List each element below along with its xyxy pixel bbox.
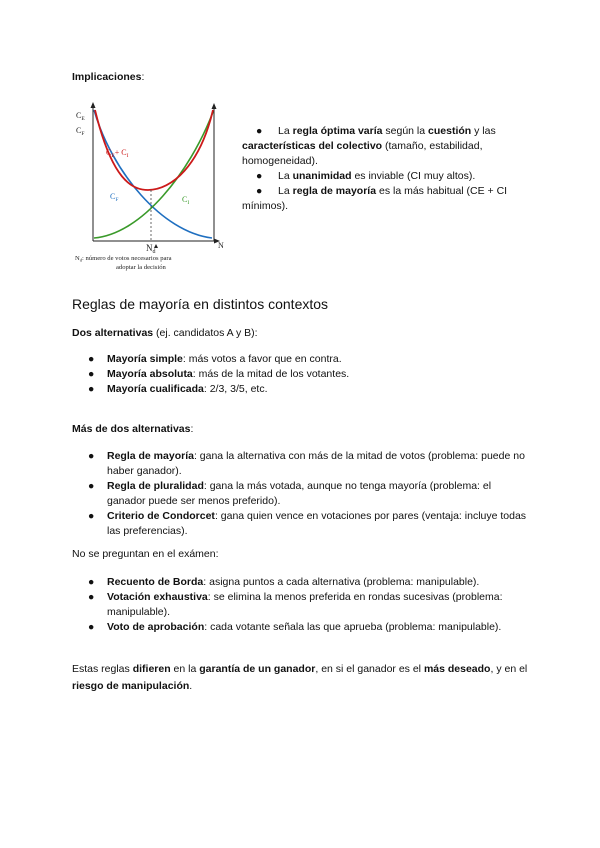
- list-item: ● Criterio de Condorcet: gana quien vence en votaciones por pares (ventaja: incluye todas las preferencias).: [88, 510, 527, 537]
- list-item: ● Mayoría absoluta: más de la mitad de los votantes.: [88, 368, 350, 380]
- n-label: N: [218, 241, 224, 250]
- list-item: ● Recuento de Borda: asigna puntos a cada alternativa (problema: manipulable).: [88, 576, 480, 588]
- bullet: ●: [256, 185, 263, 197]
- curve-label-cf: $C_F$: [110, 192, 119, 203]
- nd-label: $N_d$: [146, 243, 156, 255]
- list-item: ● Voto de aprobación: cada votante señala las que aprueba (problema: manipulable).: [88, 621, 502, 633]
- list-item: ● Votación exhaustiva: se elimina la menos preferida en rondas sucesivas (problema: manipulable).: [88, 591, 503, 618]
- bullet: ●: [256, 125, 263, 137]
- mas-alternativas-list: [72, 449, 532, 539]
- section-title: Reglas de mayoría en distintos contextos: [72, 296, 329, 312]
- cost-curves-svg: [72, 100, 222, 272]
- implicaciones-heading: Implicaciones:: [72, 71, 145, 83]
- bullet: ●: [256, 170, 263, 182]
- mas-alternativas-label: Más de dos alternativas:: [72, 423, 194, 435]
- y-axis-arrow: [91, 102, 96, 108]
- list-item: ● Mayoría cualificada: 2/3, 3/5, etc.: [88, 383, 268, 395]
- ci-curve: [94, 112, 213, 238]
- axis-label-cf: $C_F$: [76, 126, 85, 137]
- list-item: ● Mayoría simple: más votos a favor que en contra.: [88, 353, 342, 365]
- dos-alternativas-list: [72, 352, 532, 397]
- no-pregunta-list: [72, 575, 532, 635]
- list-item: ● Regla de pluralidad: gana la más votada, aunque no tenga mayoría (problema: el ganador puede ser menos preferido).: [88, 480, 492, 507]
- nd-marker: [154, 244, 158, 248]
- closing-paragraph: Estas reglas difieren en la garantía de un ganador, en si el ganador es el más deseado, y en el riesgo de manipulación.: [72, 663, 528, 692]
- right-axis-arrow: [212, 103, 217, 109]
- axis-label-ce: $C_E$: [76, 111, 85, 122]
- implication-item: ● La unanimidad es inviable (CI muy altos).: [256, 170, 476, 182]
- cf-curve: [94, 110, 212, 238]
- no-pregunta-label: No se preguntan en el exámen:: [72, 548, 219, 560]
- curve-label-sum: $C_E+ C_I$: [106, 148, 129, 159]
- cost-curves-figure: [72, 100, 222, 272]
- implication-item: ● La regla de mayoría es la más habitual (CE + CI mínimos).: [242, 185, 508, 212]
- curve-label-ci: $C_I$: [182, 195, 190, 206]
- implication-item: ● La regla óptima varía según la cuestión y las características del colectivo (tamaño, estabilidad, homogeneidad).: [242, 125, 496, 167]
- list-item: ● Regla de mayoría: gana la alternativa con más de la mitad de votos (problema: puede no haber ganador).: [88, 450, 525, 477]
- figure-caption-line2: adoptar la decisión: [116, 264, 166, 271]
- implications-list: [242, 124, 532, 214]
- figure-caption-line1: $N_d$: número de votos necesarios para: [75, 255, 172, 263]
- dos-alternativas-label: Dos alternativas (ej. candidatos A y B):: [72, 327, 258, 339]
